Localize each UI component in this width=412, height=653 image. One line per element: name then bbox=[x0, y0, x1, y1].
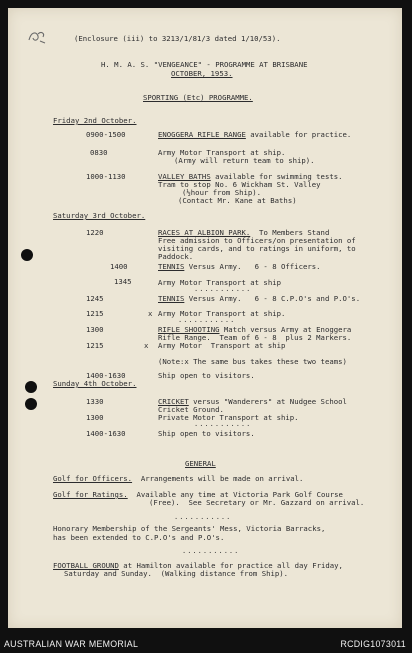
entry: TENNIS Versus Army. 6 - 8 C.P.O's and P.O's. bbox=[158, 294, 361, 303]
separator-dots: ........... bbox=[174, 513, 232, 521]
entry-label: Golf for Officers. bbox=[53, 474, 133, 483]
day-heading-friday: Friday 2nd October. bbox=[53, 116, 137, 125]
entry: Army Motor Transport at ship. bbox=[158, 309, 286, 318]
separator-dots: ........... bbox=[178, 316, 236, 324]
entry-line: has been extended to C.P.O's and P.O's. bbox=[53, 533, 225, 542]
entry: CRICKET versus "Wanderers" at Nudgee School bbox=[158, 397, 347, 406]
archive-name: AUSTRALIAN WAR MEMORIAL bbox=[4, 639, 139, 649]
time: 1400 bbox=[110, 262, 128, 271]
sport-name: TENNIS bbox=[158, 262, 185, 271]
venue-name: ENOGGERA RIFLE RANGE bbox=[158, 130, 246, 139]
general-entry: Golf for Officers. Arrangements will be made on arrival. bbox=[53, 474, 304, 483]
separator-dots: ........... bbox=[182, 547, 240, 555]
entry-line: (Contact Mr. Kane at Baths) bbox=[178, 196, 297, 205]
day-heading-saturday: Saturday 3rd October. bbox=[53, 211, 146, 220]
punch-hole bbox=[25, 398, 37, 410]
day-heading-sunday: Sunday 4th October. bbox=[53, 379, 137, 388]
sport-name: RIFLE SHOOTING bbox=[158, 325, 220, 334]
entry: RACES AT ALBION PARK. To Members Stand bbox=[158, 228, 330, 237]
general-heading: GENERAL bbox=[185, 459, 216, 468]
time: 1215 bbox=[86, 341, 104, 350]
time: 1000-1130 bbox=[86, 172, 126, 181]
general-entry: FOOTBALL GROUND at Hamilton available for practice all day Friday, bbox=[53, 561, 343, 570]
cross-mark: x bbox=[148, 309, 153, 318]
time: 1215 bbox=[86, 309, 104, 318]
sport-name: CRICKET bbox=[158, 397, 189, 406]
punch-hole bbox=[21, 249, 33, 261]
entry: RIFLE SHOOTING Match versus Army at Enoggera bbox=[158, 325, 352, 334]
entry: VALLEY BATHS available for swimming tests. bbox=[158, 172, 343, 181]
entry: Army Motor Transport at ship bbox=[158, 341, 286, 350]
entry-line: (Free). See Secretary or Mr. Gazzard on arrival. bbox=[149, 498, 365, 507]
punch-hole bbox=[25, 381, 37, 393]
separator-dots: ........... bbox=[194, 420, 252, 428]
document-page bbox=[8, 8, 402, 628]
time: 1400-1630 bbox=[86, 429, 126, 438]
entry: Private Motor Transport at ship. bbox=[158, 413, 299, 422]
entry-line: Rifle Range. Team of 6 - 8 plus 2 Markers. bbox=[158, 333, 352, 342]
entry: Ship open to visitors. bbox=[158, 429, 255, 438]
sport-name: TENNIS bbox=[158, 294, 185, 303]
general-entry: Honorary Membership of the Sergeants' Mess, Victoria Barracks, bbox=[53, 524, 326, 533]
time: 1300 bbox=[86, 413, 104, 422]
cross-mark: x bbox=[144, 341, 149, 350]
time: 0900-1500 bbox=[86, 130, 126, 139]
note: (Note:x The same bus takes these two teams) bbox=[158, 357, 347, 366]
entry: Ship open to visitors. bbox=[158, 371, 255, 380]
record-id: RCDIG1073011 bbox=[340, 639, 406, 649]
entry-line: (Army will return team to ship). bbox=[174, 156, 315, 165]
handwritten-mark bbox=[26, 28, 48, 46]
separator-dots: ........... bbox=[194, 285, 252, 293]
footer-bar bbox=[0, 636, 412, 653]
entry-label: Golf for Ratings. bbox=[53, 490, 128, 499]
entry-line: Cricket Ground. bbox=[158, 405, 224, 414]
entry-line: Saturday and Sunday. (Walking distance from Ship). bbox=[64, 569, 289, 578]
venue-name: VALLEY BATHS bbox=[158, 172, 211, 181]
time: 1300 bbox=[86, 325, 104, 334]
entry-label: FOOTBALL GROUND bbox=[53, 561, 119, 570]
entry: Army Motor Transport at ship bbox=[158, 278, 282, 287]
entry-line: (½hour from Ship). bbox=[182, 188, 262, 197]
sporting-heading: SPORTING (Etc) PROGRAMME. bbox=[143, 93, 253, 102]
entry: Army Motor Transport at ship. bbox=[158, 148, 286, 157]
title-line-1: H. M. A. S. "VENGEANCE" - PROGRAMME AT BRISBANE bbox=[101, 60, 308, 69]
entry-line: Tram to stop No. 6 Wickham St. Valley bbox=[158, 180, 321, 189]
entry: ENOGGERA RIFLE RANGE available for practice. bbox=[158, 130, 352, 139]
title-line-2: OCTOBER, 1953. bbox=[171, 69, 233, 78]
general-entry: Golf for Ratings. Available any time at Victoria Park Golf Course bbox=[53, 490, 343, 499]
venue-name: RACES AT ALBION PARK. bbox=[158, 228, 251, 237]
time: 0830 bbox=[90, 148, 108, 157]
time: 1400-1630 bbox=[86, 371, 126, 380]
entry-line: Free admission to Officers/on presentation of bbox=[158, 236, 356, 245]
time: 1220 bbox=[86, 228, 104, 237]
entry-line: Paddock. bbox=[158, 252, 194, 261]
time: 1330 bbox=[86, 397, 104, 406]
enclosure-reference: (Enclosure (iii) to 3213/1/81/3 dated 1/10/53). bbox=[74, 34, 281, 43]
entry: TENNIS Versus Army. 6 - 8 Officers. bbox=[158, 262, 321, 271]
entry-line: visiting cards, and to ratings in uniform, to bbox=[158, 244, 356, 253]
time: 1245 bbox=[86, 294, 104, 303]
time: 1345 bbox=[114, 277, 132, 286]
